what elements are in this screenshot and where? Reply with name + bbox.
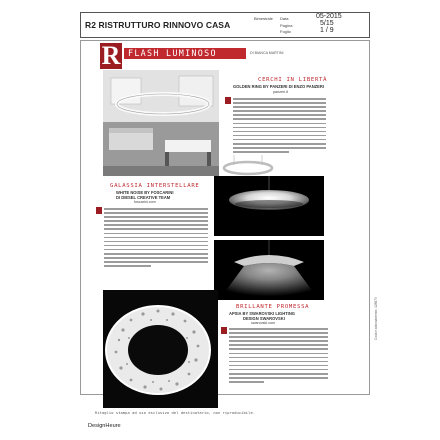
dropcap-brillante [221,327,227,334]
section-title-cerchi: CERCHI IN LIBERTÀ [258,77,328,83]
pendant-lamp-photo-top [214,176,324,236]
section-title-galassia: GALASSIA INTERSTELLARE [110,183,200,189]
article-byline: DI BIANCA MARTINI [250,51,284,55]
interior-photo [103,70,219,176]
pendant-lamp-top-illustration [214,176,324,236]
section-title-brillante: BRILLANTE PROMESSA [236,304,310,310]
body-text-cerchi [233,98,326,155]
title-dropcap: R [101,41,121,70]
article-banner: FLASH LUMINOSO [124,48,246,59]
crystal-ring-illustration [103,290,218,408]
body-text-brillante [229,328,328,385]
section-source-galassia: foscarini.com [134,200,156,204]
date-label: Data [280,16,289,21]
interior-illustration [103,70,219,176]
section-subtitle-galassia: WHITE NOISE BY FOSCARINI [116,190,174,195]
publication-title: R2 RISTRUTTURO RINNOVO CASA [85,20,231,30]
issue-frequency-label: Bimestrale [254,16,273,21]
dropcap-galassia [96,207,102,214]
clipping-credit: DesignHeure [88,423,121,429]
subscription-code: Codice abbonamento: 128879 [374,297,378,340]
clipping-header [80,12,370,38]
date-block [254,14,366,36]
section-source-brillante: swarovski.com [251,321,276,325]
page-value: 5/15 [320,20,334,27]
pendant-lamp-bottom-illustration [214,240,324,300]
section-subtitle2-brillante: DESIGN SWAROVSKI [243,316,285,321]
pendant-lamp-photo-bottom [214,240,324,300]
sheet-label: Foglio [280,29,291,34]
section-source-cerchi: panzeri.it [273,90,288,94]
golden-ring-product-icon [222,155,274,177]
crystal-ring-lamp-photo [103,290,218,408]
section-subtitle-cerchi: GOLDEN RING BY PANZERI DI ENZO PANZERI [233,84,324,89]
page-label: Pagina [280,23,293,28]
body-text-galassia [104,208,208,269]
clipping-footnote: Ritaglio stampa ad uso esclusivo del destinatario, non riproducibile. [95,411,256,415]
section-subtitle2-galassia: DI DIESEL CREATIVE TEAM [116,195,171,200]
date-value: 05-2015 [316,13,342,20]
section-subtitle-brillante: APSIA BY SWAROVSKI LIGHTING [229,311,295,316]
sheet-value: 1 / 9 [320,27,334,34]
dropcap-cerchi [225,97,231,104]
